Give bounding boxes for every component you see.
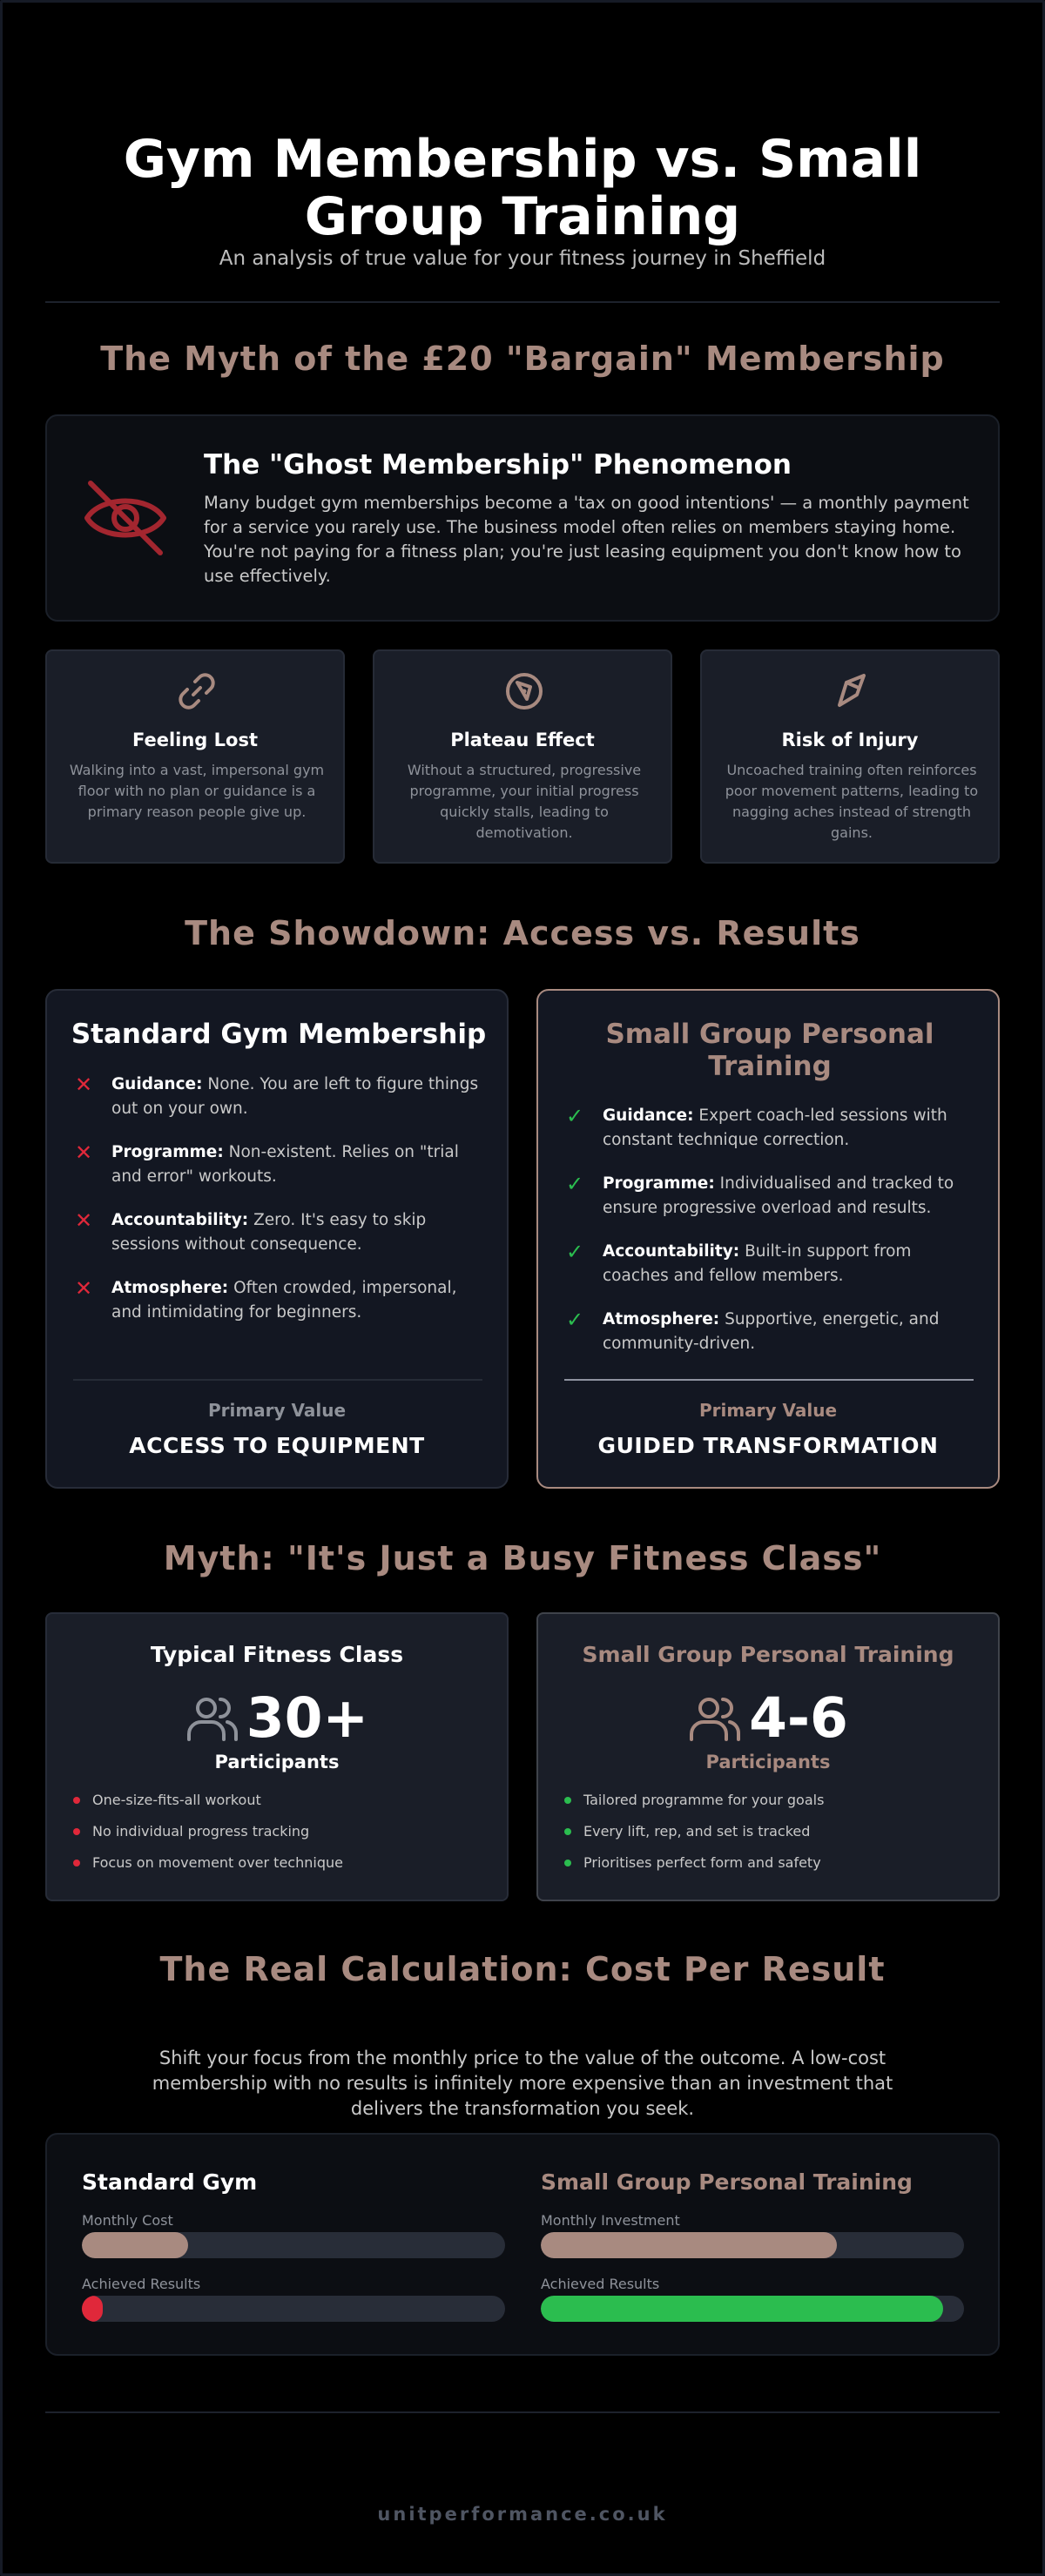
cost-comparison-card xyxy=(45,2133,1000,2356)
primary-value: ACCESS TO EQUIPMENT xyxy=(129,1433,425,1458)
users-icon xyxy=(185,1694,239,1743)
progress-bar xyxy=(82,2232,505,2258)
list-item xyxy=(564,1104,974,1153)
problem-title: Risk of Injury xyxy=(781,730,919,750)
list-item xyxy=(564,1172,974,1221)
item-text: Non-existent. Relies on "trial and error" workouts. xyxy=(111,1143,459,1186)
problem-text: Walking into a vast, impersonal gym floor with no plan or guidance is a primary reason people give up. xyxy=(69,762,325,820)
item-text: Expert coach-led sessions with constant technique correction. xyxy=(603,1106,947,1149)
standard-gym-bars xyxy=(82,2169,505,2339)
bar-label: Monthly Cost xyxy=(82,2212,173,2229)
ghost-card-text: Many budget gym memberships become a 'tax on good intentions' — a monthly payment for a service you rarely use. The business model often relies on members staying home. You're not paying for a fitness plan; you're just leasing equipment you don't know how to use effectively. xyxy=(204,493,969,586)
primary-value: GUIDED TRANSFORMATION xyxy=(597,1433,939,1458)
problem-card-plateau xyxy=(373,649,672,864)
item-label: Guidance: xyxy=(603,1106,694,1125)
problem-card-feeling-lost xyxy=(45,649,345,864)
small-group-class-card xyxy=(536,1612,1000,1901)
participants-label: Participants xyxy=(214,1752,340,1772)
item-text: Built-in support from coaches and fellow members. xyxy=(603,1242,912,1285)
results-fill xyxy=(82,2296,103,2322)
participants-number: 4-6 xyxy=(749,1685,848,1750)
check-icon: ✓ xyxy=(566,1172,584,1196)
standard-gym-heading: Standard Gym xyxy=(82,2169,258,2195)
list-item xyxy=(73,1140,482,1189)
eye-off-icon xyxy=(80,473,171,563)
typical-class-card xyxy=(45,1612,509,1901)
busy-class-section-title: Myth: "It's Just a Busy Fitness Class" xyxy=(163,1539,882,1577)
list-item: Prioritises perfect form and safety xyxy=(564,1854,824,1872)
standard-gym-card xyxy=(45,989,509,1489)
typical-class-title: Typical Fitness Class xyxy=(150,1642,404,1667)
problem-title: Feeling Lost xyxy=(131,730,259,750)
divider xyxy=(73,1379,482,1381)
check-icon: ✓ xyxy=(566,1104,584,1128)
check-icon: ✓ xyxy=(566,1308,584,1332)
standard-gym-title: Standard Gym Membership xyxy=(71,1019,487,1050)
primary-value-label: Primary Value xyxy=(207,1400,347,1421)
cross-icon: ✕ xyxy=(75,1140,93,1165)
item-label: Atmosphere: xyxy=(603,1310,720,1328)
bar-label: Monthly Investment xyxy=(541,2212,680,2229)
small-group-bars xyxy=(541,2169,964,2339)
item-text: Supportive, energetic, and community-driven. xyxy=(603,1310,940,1353)
item-label: Accountability: xyxy=(111,1211,249,1229)
bar-label: Achieved Results xyxy=(541,2276,660,2292)
participants-count xyxy=(47,1682,507,1752)
list-item xyxy=(73,1208,482,1257)
divider xyxy=(45,2411,1000,2413)
item-label: Atmosphere: xyxy=(111,1279,229,1297)
divider xyxy=(564,1379,974,1381)
participants-number: 30+ xyxy=(246,1685,369,1750)
progress-bar xyxy=(541,2296,964,2322)
compass-icon xyxy=(503,670,545,712)
list-item xyxy=(564,1308,974,1356)
ghost-membership-card xyxy=(45,414,1000,622)
progress-bar xyxy=(541,2232,964,2258)
page-title: Gym Membership vs. Small Group Training xyxy=(123,129,922,247)
item-label: Programme: xyxy=(111,1143,224,1161)
participants-label: Participants xyxy=(705,1752,831,1772)
link-icon xyxy=(176,670,218,712)
divider xyxy=(45,301,1000,303)
progress-bar xyxy=(82,2296,505,2322)
problem-text: Uncoached training often reinforces poor movement patterns, leading to nagging aches instead of strength gains. xyxy=(725,762,979,841)
item-label: Guidance: xyxy=(111,1075,203,1093)
small-group-title: Small Group Personal Training xyxy=(605,1019,934,1082)
cross-icon: ✕ xyxy=(75,1276,93,1301)
users-icon xyxy=(688,1694,742,1743)
small-group-card xyxy=(536,989,1000,1489)
calculation-text: Shift your focus from the monthly price to the value of the outcome. A low-cost membership with no results is infinitely more expensive than an investment that delivers the transformation you seek. xyxy=(152,2048,893,2119)
typical-class-bullets xyxy=(73,1792,343,1886)
list-item xyxy=(564,1240,974,1288)
footer-link[interactable]: unitperformance.co.uk xyxy=(377,2504,668,2525)
participants-count xyxy=(538,1682,998,1752)
calculation-section-title: The Real Calculation: Cost Per Result xyxy=(159,1950,886,1988)
list-item: No individual progress tracking xyxy=(73,1823,343,1840)
item-text: Zero. It's easy to skip sessions without consequence. xyxy=(111,1211,427,1254)
monthly-investment-fill xyxy=(541,2232,837,2258)
problem-card-injury xyxy=(700,649,1000,864)
small-group-list xyxy=(564,1104,974,1375)
small-group-class-title: Small Group Personal Training xyxy=(582,1642,954,1667)
item-text: Individualised and tracked to ensure progressive overload and results. xyxy=(603,1174,954,1217)
small-group-heading: Small Group Personal Training xyxy=(541,2169,913,2195)
ghost-card-title: The "Ghost Membership" Phenomenon xyxy=(204,449,792,481)
problem-text: Without a structured, progressive programme, your initial progress quickly stalls, leading to demotivation. xyxy=(407,762,642,841)
primary-value-label: Primary Value xyxy=(698,1400,838,1421)
item-text: Often crowded, impersonal, and intimidating for beginners. xyxy=(111,1279,457,1322)
myth-section-title: The Myth of the £20 "Bargain" Membership xyxy=(100,340,945,378)
list-item xyxy=(73,1073,482,1121)
monthly-cost-fill xyxy=(82,2232,188,2258)
item-label: Programme: xyxy=(603,1174,715,1193)
list-item: Tailored programme for your goals xyxy=(564,1792,824,1809)
bar-label: Achieved Results xyxy=(82,2276,201,2292)
problem-title: Plateau Effect xyxy=(450,730,595,750)
check-icon: ✓ xyxy=(566,1240,584,1264)
item-label: Accountability: xyxy=(603,1242,740,1261)
page-subtitle: An analysis of true value for your fitness journey in Sheffield xyxy=(219,247,826,270)
item-text: None. You are left to figure things out on your own. xyxy=(111,1075,479,1118)
standard-gym-list xyxy=(73,1073,482,1344)
results-fill xyxy=(541,2296,943,2322)
list-item: Every lift, rep, and set is tracked xyxy=(564,1823,824,1840)
showdown-section-title: The Showdown: Access vs. Results xyxy=(185,914,860,952)
cross-icon: ✕ xyxy=(75,1208,93,1233)
list-item: One-size-fits-all workout xyxy=(73,1792,343,1809)
warning-shape-icon xyxy=(831,670,873,712)
small-group-class-bullets xyxy=(564,1792,824,1886)
list-item: Focus on movement over technique xyxy=(73,1854,343,1872)
list-item xyxy=(73,1276,482,1325)
cross-icon: ✕ xyxy=(75,1073,93,1097)
